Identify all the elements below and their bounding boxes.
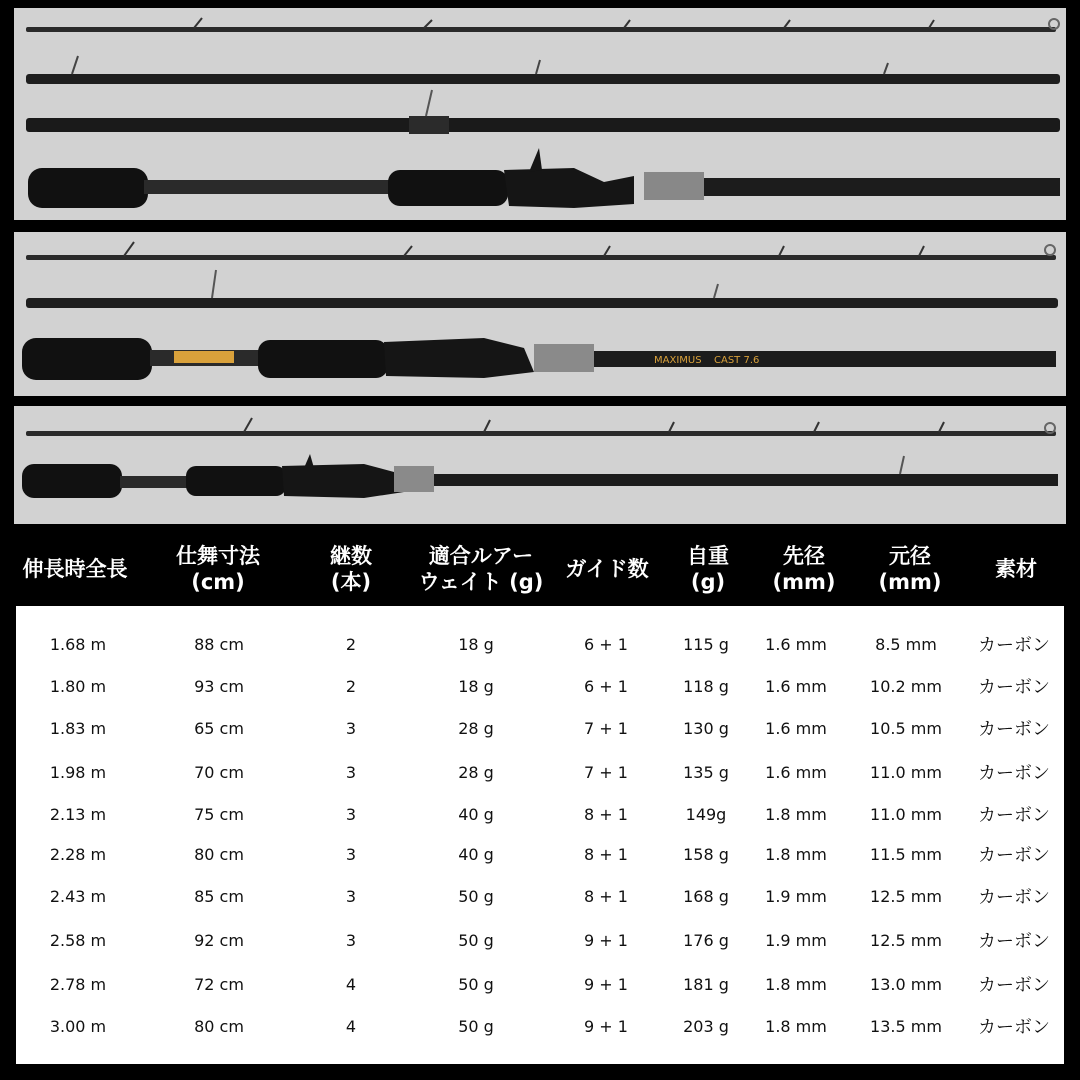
header-guides: ガイド数 — [565, 557, 649, 581]
cell-tip-diameter: 1.6 mm — [765, 676, 827, 696]
table-row — [16, 666, 1064, 706]
cell-butt-diameter: 12.5 mm — [870, 886, 942, 906]
rod-label-maximus: MAXIMUS — [654, 355, 702, 366]
table-row — [16, 624, 1064, 664]
cell-lure-weight: 50 g — [458, 1016, 494, 1036]
cell-material: カーボン — [978, 763, 1050, 784]
cell-butt-diameter: 12.5 mm — [870, 930, 942, 950]
cell-material: カーボン — [978, 635, 1050, 656]
cell-pieces: 4 — [345, 974, 357, 994]
cell-guides: 8 + 1 — [584, 844, 628, 864]
cell-closed-length: 72 cm — [194, 974, 244, 994]
cell-weight: 168 g — [683, 886, 729, 906]
cell-weight: 135 g — [683, 762, 729, 782]
cell-lure-weight: 50 g — [458, 974, 494, 994]
header-butt-diameter: 元径 (mm) — [878, 544, 942, 594]
spec-table — [16, 606, 1064, 1064]
cell-weight: 158 g — [683, 844, 729, 864]
cell-lure-weight: 28 g — [458, 718, 494, 738]
cell-guides: 8 + 1 — [584, 886, 628, 906]
rod-label-cast: CAST 7.6 — [714, 355, 760, 366]
cell-weight: 130 g — [683, 718, 729, 738]
cell-pieces: 3 — [345, 886, 357, 906]
rod-sections-3piece — [14, 232, 1066, 396]
rod-photo-panel-3piece — [14, 232, 1066, 396]
table-row — [16, 964, 1064, 1004]
cell-lure-weight: 50 g — [458, 886, 494, 906]
cell-total-length: 1.83 m — [49, 718, 107, 738]
header-pieces: 継数 (本) — [330, 544, 372, 594]
cell-pieces: 3 — [345, 930, 357, 950]
cell-weight: 115 g — [683, 634, 729, 654]
cell-butt-diameter: 10.5 mm — [870, 718, 942, 738]
cell-lure-weight: 18 g — [458, 634, 494, 654]
header-total-length: 伸長時全長 — [22, 557, 128, 581]
rod-photo-panel-2piece — [14, 406, 1066, 524]
cell-lure-weight: 40 g — [458, 804, 494, 824]
cell-tip-diameter: 1.8 mm — [765, 804, 827, 824]
header-weight: 自重 (g) — [687, 544, 729, 594]
cell-closed-length: 93 cm — [194, 676, 244, 696]
header-tip-diameter: 先径 (mm) — [772, 544, 836, 594]
cell-closed-length: 65 cm — [194, 718, 244, 738]
header-lure-weight: 適合ルアー ウェイト (g) — [418, 544, 544, 594]
cell-tip-diameter: 1.6 mm — [765, 634, 827, 654]
cell-material: カーボン — [978, 975, 1050, 996]
header-closed-length: 仕舞寸法 (cm) — [176, 544, 260, 594]
cell-pieces: 3 — [345, 804, 357, 824]
cell-guides: 9 + 1 — [584, 974, 628, 994]
cell-guides: 9 + 1 — [584, 1016, 628, 1036]
cell-guides: 9 + 1 — [584, 930, 628, 950]
table-row — [16, 920, 1064, 960]
cell-butt-diameter: 11.0 mm — [870, 804, 942, 824]
cell-weight: 203 g — [683, 1016, 729, 1036]
cell-pieces: 2 — [345, 634, 357, 654]
table-row — [16, 794, 1064, 834]
cell-guides: 6 + 1 — [584, 634, 628, 654]
cell-weight: 176 g — [683, 930, 729, 950]
cell-butt-diameter: 8.5 mm — [875, 634, 937, 654]
cell-total-length: 2.43 m — [49, 886, 107, 906]
cell-total-length: 1.68 m — [49, 634, 107, 654]
spec-table-header — [0, 534, 1080, 604]
cell-pieces: 3 — [345, 762, 357, 782]
cell-total-length: 2.13 m — [49, 804, 107, 824]
cell-pieces: 3 — [345, 844, 357, 864]
cell-material: カーボン — [978, 677, 1050, 698]
cell-lure-weight: 18 g — [458, 676, 494, 696]
cell-material: カーボン — [978, 719, 1050, 740]
cell-butt-diameter: 11.0 mm — [870, 762, 942, 782]
cell-weight: 181 g — [683, 974, 729, 994]
cell-total-length: 2.58 m — [49, 930, 107, 950]
cell-butt-diameter: 13.5 mm — [870, 1016, 942, 1036]
cell-tip-diameter: 1.8 mm — [765, 1016, 827, 1036]
table-row — [16, 834, 1064, 874]
cell-butt-diameter: 11.5 mm — [870, 844, 942, 864]
cell-tip-diameter: 1.8 mm — [765, 844, 827, 864]
cell-material: カーボン — [978, 805, 1050, 826]
cell-total-length: 1.98 m — [49, 762, 107, 782]
cell-lure-weight: 50 g — [458, 930, 494, 950]
cell-total-length: 2.78 m — [49, 974, 107, 994]
cell-closed-length: 80 cm — [194, 844, 244, 864]
cell-tip-diameter: 1.9 mm — [765, 930, 827, 950]
cell-total-length: 3.00 m — [49, 1016, 107, 1036]
cell-lure-weight: 28 g — [458, 762, 494, 782]
cell-material: カーボン — [978, 931, 1050, 952]
cell-pieces: 3 — [345, 718, 357, 738]
cell-material: カーボン — [978, 1017, 1050, 1038]
cell-tip-diameter: 1.6 mm — [765, 762, 827, 782]
table-row — [16, 708, 1064, 748]
cell-guides: 7 + 1 — [584, 718, 628, 738]
cell-closed-length: 92 cm — [194, 930, 244, 950]
cell-closed-length: 80 cm — [194, 1016, 244, 1036]
cell-pieces: 4 — [345, 1016, 357, 1036]
cell-pieces: 2 — [345, 676, 357, 696]
cell-guides: 8 + 1 — [584, 804, 628, 824]
cell-butt-diameter: 10.2 mm — [870, 676, 942, 696]
cell-tip-diameter: 1.6 mm — [765, 718, 827, 738]
rod-sections-2piece — [14, 406, 1066, 524]
cell-lure-weight: 40 g — [458, 844, 494, 864]
table-row — [16, 752, 1064, 792]
cell-guides: 7 + 1 — [584, 762, 628, 782]
cell-closed-length: 75 cm — [194, 804, 244, 824]
cell-material: カーボン — [978, 887, 1050, 908]
cell-weight: 149g — [685, 804, 727, 824]
cell-closed-length: 88 cm — [194, 634, 244, 654]
cell-closed-length: 85 cm — [194, 886, 244, 906]
rod-sections-4piece — [14, 8, 1066, 220]
cell-total-length: 2.28 m — [49, 844, 107, 864]
table-row — [16, 1006, 1064, 1046]
cell-guides: 6 + 1 — [584, 676, 628, 696]
cell-closed-length: 70 cm — [194, 762, 244, 782]
cell-butt-diameter: 13.0 mm — [870, 974, 942, 994]
cell-material: カーボン — [978, 845, 1050, 866]
cell-weight: 118 g — [683, 676, 729, 696]
cell-tip-diameter: 1.9 mm — [765, 886, 827, 906]
table-row — [16, 876, 1064, 916]
cell-total-length: 1.80 m — [49, 676, 107, 696]
rod-photo-panel-4piece — [14, 8, 1066, 220]
header-material: 素材 — [995, 557, 1037, 581]
cell-tip-diameter: 1.8 mm — [765, 974, 827, 994]
